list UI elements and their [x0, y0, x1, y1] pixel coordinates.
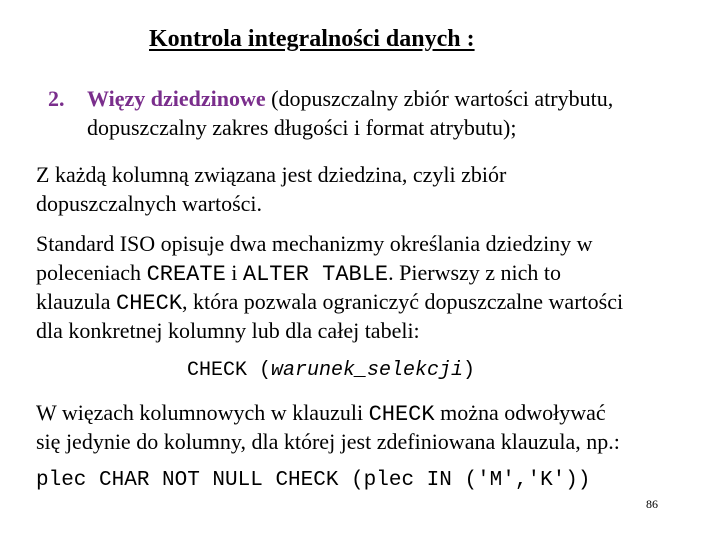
- text-span: , która pozwala ograniczyć dopuszczalne wartości: [182, 289, 624, 314]
- code-check: CHECK: [368, 402, 435, 427]
- code-create: CREATE: [146, 262, 226, 287]
- paragraph-line: Standard ISO opisuje dwa mechanizmy określania dziedziny w: [36, 231, 593, 256]
- text-span: poleceniach: [36, 260, 147, 285]
- text-span: klauzula: [36, 289, 117, 314]
- text-span: . Pierwszy z nich to: [388, 260, 562, 285]
- paragraph-line: się jedynie do kolumny, dla której jest zdefiniowana klauzula, np.:: [36, 429, 620, 454]
- paragraph-line: [36, 287, 623, 318]
- syntax-argument: warunek_selekcji: [271, 359, 464, 382]
- slide-title: Kontrola integralności danych :: [149, 26, 475, 52]
- page-number: 86: [646, 497, 658, 511]
- text-span: W więzach kolumnowych w klauzuli: [36, 400, 369, 425]
- list-item-line-1: [87, 84, 613, 113]
- syntax-close: ): [463, 359, 476, 382]
- text-span: i: [225, 260, 243, 285]
- list-item-number: 2.: [48, 86, 65, 111]
- check-syntax: [187, 359, 475, 382]
- paragraph-line: [36, 398, 606, 429]
- code-check: CHECK: [116, 291, 183, 316]
- list-item-description: (dopuszczalny zbiór wartości atrybutu,: [265, 86, 614, 111]
- paragraph-line: [36, 258, 561, 289]
- paragraph-line: dla konkretnej kolumny lub dla całej tabeli:: [36, 318, 420, 343]
- list-item-line-2: dopuszczalny zakres długości i format atrybutu);: [87, 115, 517, 140]
- code-alter-table: ALTER TABLE: [242, 262, 389, 287]
- code-example: plec CHAR NOT NULL CHECK (plec IN ('M','K')): [36, 469, 591, 492]
- paragraph-line: Z każdą kolumną związana jest dziedzina, czyli zbiór: [36, 162, 507, 187]
- text-span: można odwoływać: [434, 400, 606, 425]
- paragraph-line: dopuszczalnych wartości.: [36, 191, 263, 216]
- list-item-term: Więzy dziedzinowe: [87, 86, 266, 111]
- syntax-keyword: CHECK (: [187, 359, 272, 382]
